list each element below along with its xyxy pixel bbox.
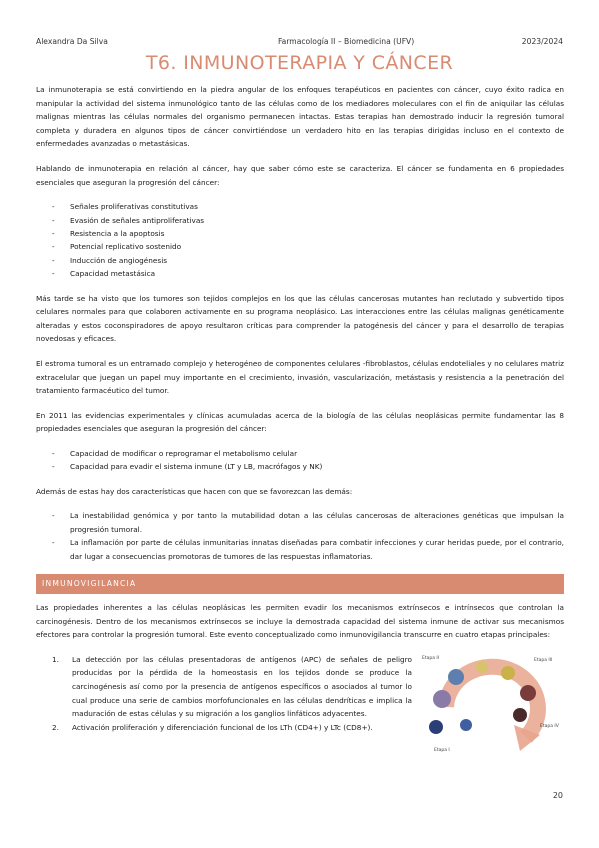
enablers-list [36, 509, 564, 563]
page-number: 20 [552, 791, 563, 800]
main-content [36, 83, 564, 763]
header-year: 2023/2024 [521, 37, 563, 46]
stage-label: Etapa I [434, 747, 450, 753]
lymphocyte-icon [476, 661, 488, 673]
hallmarks-6-list [36, 200, 564, 280]
enablers-intro: Además de estas hay dos características que hacen con que se favorezcan las demás: [36, 486, 353, 496]
immunosurveillance-steps [36, 653, 412, 735]
list-item [36, 721, 412, 735]
list-item: - Resistencia a la apoptosis [36, 227, 564, 240]
list-item: - La inestabilidad genómica y por tanto la mutabilidad dotan a las células cancerosas de alteraciones genéticas que impulsan la progresión tumoral. [36, 509, 564, 536]
intro-paragraph: Hablando de inmunoterapia en relación al cáncer, hay que saber cómo este se caracteriza. El cáncer se fundamenta en 6 propiedades esenciales que aseguran la progresión del cáncer: [36, 163, 564, 187]
list-item: - Potencial replicativo sostenido [36, 240, 564, 253]
lymphocyte-icon [501, 666, 515, 680]
header-course: Farmacología II – Biomedicina (UFV) [278, 37, 415, 46]
list-item: - Inducción de angiogénesis [36, 254, 564, 267]
step-number: 1. [52, 654, 59, 664]
dendritic-cell-icon [448, 669, 464, 685]
immunosurveillance-intro: Las propiedades inherentes a las células neoplásicas les permiten evadir los mecanismos extrínsecos e intrínsecos que controlan la carcinogénesis. Dentro de los mecanismos extrínsecos se incluye la demostrada capacidad del sistema inmune de activar sus mecanismos efectores para controlar la progresión tumoral. Este evento conceptualizado como inmunovigilancia transcurre en cuatro etapas principales: [36, 602, 564, 640]
tumor-cell-icon [433, 690, 451, 708]
nk-cell-icon [460, 719, 472, 731]
list-item: - Capacidad de modificar o reprogramar el metabolismo celular [36, 447, 564, 460]
stage-label: Etapa II [422, 655, 440, 661]
body-paragraph: El estroma tumoral es un entramado complejo y heterogéneo de componentes celulares -fibroblastos, células endoteliales y no celulares matriz extracelular que juegan un papel muy importante en el crecimiento, invasión, vascularización, metástasis y resistencia a la penetración del tratamiento farmacéutico del tumor. [36, 358, 564, 396]
page-title: T6. INMUNOTERAPIA Y CÁNCER [145, 52, 454, 74]
steps-and-figure [36, 653, 564, 763]
immunosurveillance-cycle-figure [416, 647, 564, 755]
step-text: Activación proliferación y diferenciación funcional de los LTh (CD4+) y LTc (CD8+). [72, 722, 373, 732]
list-item: - Capacidad metastásica [36, 267, 564, 280]
list-item: - Señales proliferativas constitutivas [36, 200, 564, 213]
macrophage-icon [520, 685, 536, 701]
stage-label: Etapa IV [540, 723, 559, 729]
header-author: Alexandra Da Silva [36, 37, 108, 46]
step-number: 2. [52, 722, 59, 732]
body-paragraph: En 2011 las evidencias experimentales y clínicas acumuladas acerca de la biología de las células neoplásicas permite fundamentar las 8 propiedades esenciales que aseguran la progresión del cáncer: [36, 410, 564, 434]
intro-paragraph: La inmunoterapia se está convirtiendo en la piedra angular de los enfoques terapéuticos en pacientes con cáncer, cuyo éxito radica en manipular la actividad del sistema inmunológico tanto de las células como de los mediadores moleculares con el fin de aniquilar las células malignas mientras las células normales del organismo permanecen intactas. Estas terapias han demostrado inducir la regresión tumoral completa y duradera en algunos tipos de cáncer convirtiéndose un verdadero hito en las terapias dirigidas incluso en el contexto de enfermedades avanzadas o metastásicas. [36, 85, 564, 149]
tumor-cell-icon [513, 708, 527, 722]
list-item [36, 653, 412, 721]
cell-icon [429, 720, 443, 734]
body-paragraph: Más tarde se ha visto que los tumores son tejidos complejos en los que las células cancerosas mutantes han reclutado y subvertido tipos celulares normales para que colaboren activamente en su programa neoplásico. Las interacciones entre las células malignas genéticamente alteradas y estos coconspiradores de apoyo resultaron críticas para comprender la patogénesis del cáncer y para el desarrollo de terapias novedosas y eficaces. [36, 293, 564, 344]
step-text: La detección por las células presentadoras de antígenos (APC) de señales de peligro producidas por la pérdida de la homeostasis en los tejidos donde se produce la carcinogénesis así como por la presencia de antígenos específicos o asociados al tumor lo cual produce una serie de cambios morfofuncionales en las células dendríticas e implica la maduración de estas células y su migración a los ganglios linfáticos adyacentes. [72, 654, 412, 719]
list-item: - Evasión de señales antiproliferativas [36, 214, 564, 227]
stage-label: Etapa III [534, 657, 553, 663]
list-item: - Capacidad para evadir el sistema inmune (LT y LB, macrófagos y NK) [36, 460, 564, 473]
hallmarks-8-list [36, 447, 564, 474]
list-item: - La inflamación por parte de células inmunitarias innatas diseñadas para combatir infecciones y curar heridas puede, por el contrario, dar lugar a consecuencias promotoras de tumores de las respuestas inflamatorias. [36, 536, 564, 563]
section-header-inmunovigilancia: INMUNOVIGILANCIA [36, 574, 564, 594]
